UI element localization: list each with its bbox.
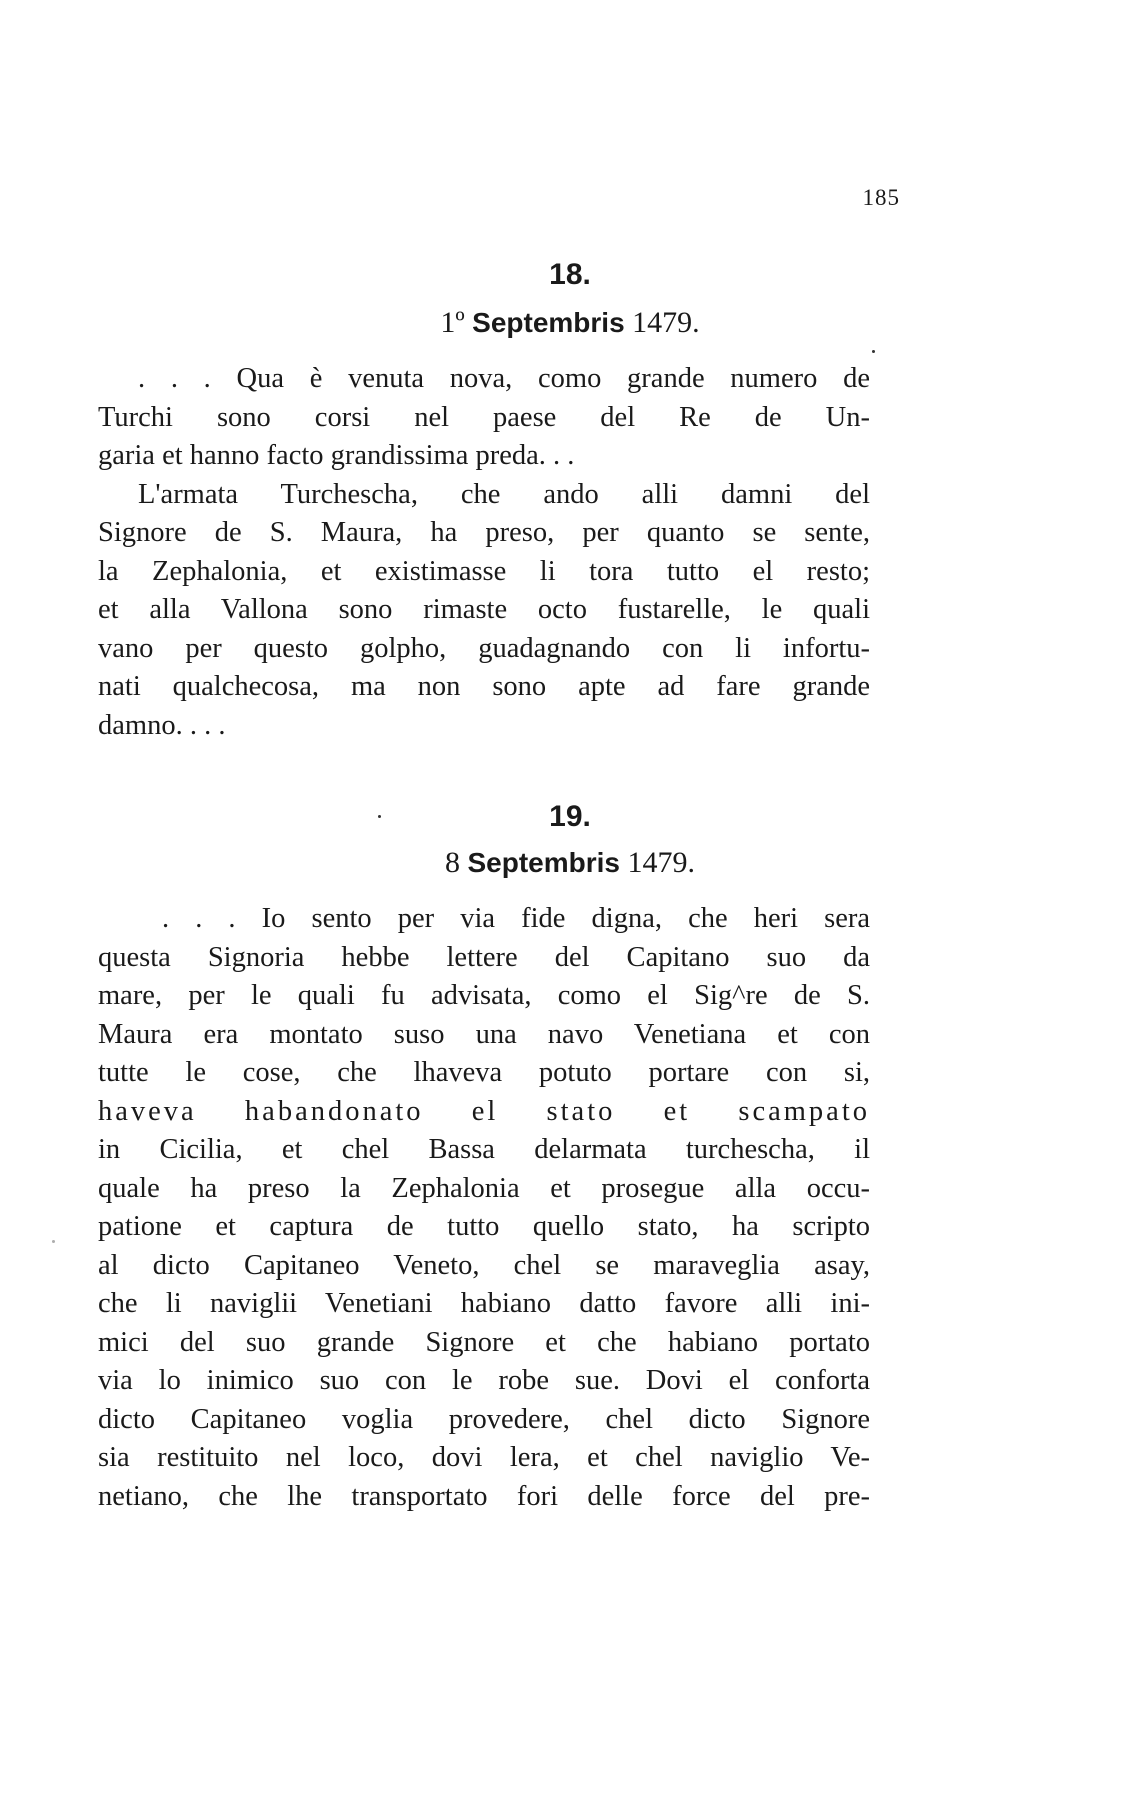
- text-line: che li naviglii Venetiani habiano datto favore alli ini-: [98, 1288, 870, 1319]
- text-line: . . . Io sento per via fide digna, che heri sera: [162, 903, 870, 934]
- text-line: Maura era montato suso una navo Venetiana et con: [98, 1018, 870, 1050]
- text-line: haveva habandonato el stato et scampato: [98, 1095, 870, 1127]
- date-year: 1479.: [632, 306, 700, 339]
- page-number: 185: [862, 185, 900, 210]
- text-line: . . . Qua è venuta nova, como grande numero de: [138, 363, 870, 394]
- text-line: mare, per le quali fu advisata, como el Sig^re de S.: [98, 980, 870, 1011]
- text-line: quale ha preso la Zephalonia et prosegue alla occu-: [98, 1172, 870, 1204]
- text-line: nati qualchecosa, ma non sono apte ad fare grande: [98, 671, 870, 702]
- section-date-18: [0, 306, 1140, 340]
- text-line: al dicto Capitaneo Veneto, chel se maraveglia asay,: [98, 1249, 870, 1281]
- text-line: damno. . . .: [98, 709, 226, 741]
- text-line: patione et captura de tutto quello stato, ha scripto: [98, 1211, 870, 1242]
- date-month: Septembris: [467, 847, 620, 878]
- text-line: netiano, che lhe transportato fori delle force del pre-: [98, 1480, 870, 1512]
- text-line: Turchi sono corsi nel paese del Re de Un-: [98, 401, 870, 433]
- text-line: garia et hanno facto grandissima preda. . .: [98, 440, 575, 471]
- date-month: Septembris: [472, 307, 625, 338]
- scan-speck: [378, 815, 381, 818]
- text-line: tutte le cose, che lhaveva potuto portare con si,: [98, 1057, 870, 1088]
- text-line: dicto Capitaneo voglia provedere, chel dicto Signore: [98, 1403, 870, 1435]
- text-line: in Cicilia, et chel Bassa delarmata turchescha, il: [98, 1134, 870, 1165]
- section-date-19: [0, 846, 1140, 880]
- text-line: via lo inimico suo con le robe sue. Dovi el conforta: [98, 1365, 870, 1396]
- section-body-18: [98, 360, 870, 745]
- section-number-18: 18.: [549, 258, 591, 291]
- text-line: vano per questo golpho, guadagnando con li infortu-: [98, 632, 870, 664]
- text-line: sia restituito nel loco, dovi lera, et chel naviglio Ve-: [98, 1442, 870, 1473]
- text-line: Signore de S. Maura, ha preso, per quanto se sente,: [98, 517, 870, 548]
- text-line: L'armata Turchescha, che ando alli damni del: [138, 478, 870, 510]
- date-day: 8: [445, 846, 460, 879]
- scan-speck: [52, 1240, 55, 1243]
- text-line: la Zephalonia, et existimasse li tora tutto el resto;: [98, 555, 870, 587]
- text-line: et alla Vallona sono rimaste octo fustarelle, le quali: [98, 594, 870, 625]
- date-year: 1479.: [627, 846, 695, 879]
- text-line: mici del suo grande Signore et che habiano portato: [98, 1326, 870, 1358]
- scan-speck: [872, 350, 875, 353]
- date-day: 1º: [440, 306, 465, 339]
- text-line: questa Signoria hebbe lettere del Capitano suo da: [98, 941, 870, 973]
- section-body-19: [98, 900, 870, 1516]
- section-number-19: 19.: [549, 800, 591, 833]
